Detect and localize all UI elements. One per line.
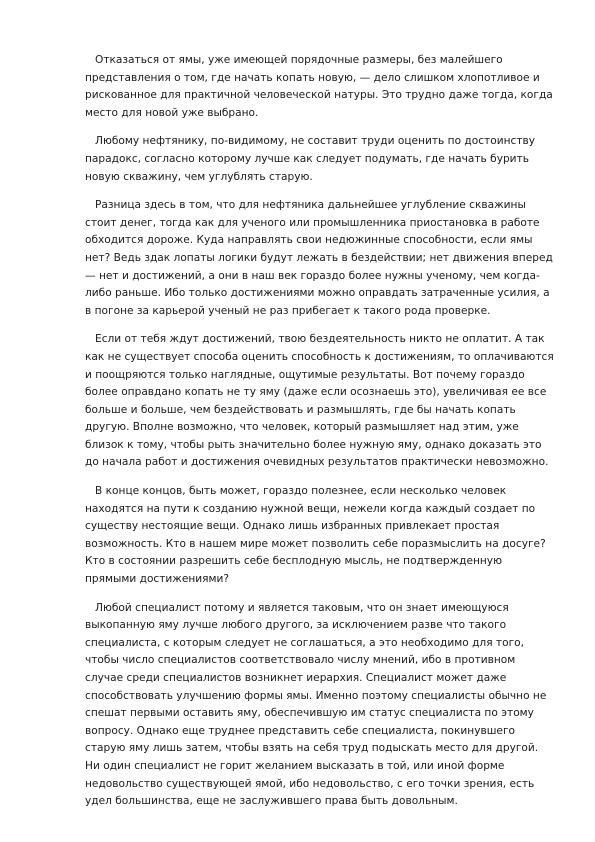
paragraph-4: Если от тебя ждут достижений, твою бездеятельность никто не оплатит. А так как не существует способа оценить способность к достижениям, то оплачиваются и поощряются только наглядные, ощутимые результаты. Вот почему гораздо более оправдано копать не ту яму (даже если осознаешь это), увеличивая ее все больше и больше, чем бездействовать и размышлять, где бы начать копать другую. Вполне возможно, что человек, который размышляет над этим, уже близок к тому, чтобы рыть значительно более нужную яму, однако доказать это до начала работ и достижения очевидных результатов практически невозможно.: [85, 333, 554, 469]
paragraph-2: Любому нефтянику, по-видимому, не составит труди оценить по достоинству парадокс, согласно которому лучше как следует подумать, где начать бурить новую скважину, чем углублять старую.: [85, 135, 536, 183]
paragraph-5: В конце концов, быть может, гораздо полезнее, если несколько человек находятся на пути к созданию нужной вещи, нежели когда каждый создает по существу нестоящие вещи. Однако лишь избранных привлекает простая возможность. Кто в нашем мире может позволить себе поразмыслить на досуге? Кто в состоянии разрешить себе бесплодную мысль, не подтвержденную прямыми достижениями?: [85, 485, 546, 586]
paragraph-1: Отказаться от ямы, уже имеющей порядочные размеры, без малейшего представления о том, где начать копать новую, — дело слишком хлопотливое и рискованное для практичной человеческой натуры. Это трудно даже тогда, когда место для новой уже выбрано.: [85, 54, 553, 119]
paragraph-3: Разница здесь в том, что для нефтяника дальнейшее углубление скважины стоит денег, тогда как для ученого или промышленника приостановка в работе обходится дороже. Куда направлять свои недюжинные способности, если ямы нет? Ведь здак лопаты логики будут лежать в бездействии; нет движения вперед — нет и достижений, а они в наш век гораздо более нужны ученому, чем когда-либо раньше. Ибо только достижениями можно оправдать затраченные усилия, а в погоне за карьерой ученый не раз прибегает к такого рода проверке.: [85, 199, 553, 317]
document-page: [85, 52, 555, 822]
paragraph-6: Любой специалист потому и является таковым, что он знает имеющуюся выкопанную яму лучше любого другого, за исключением разве что такого специалиста, с которым следует не соглашаться, а это необходимо для того, чтобы число специалистов соответствовало числу мнений, ибо в противном случае среди специалистов возникнет иерархия. Специалист может даже способствовать улучшению формы ямы. Именно поэтому специалисты обычно не спешат первыми оставить яму, обеспечившую им статус специалиста по этому вопросу. Однако еще труднее представить себе специалиста, покинувшего старую яму лишь затем, чтобы взять на себя труд подыскать место для другой. Ни один специалист не горит желанием высказать в той, или иной форме недовольство существующей ямой, ибо недовольство, с его точки зрения, есть удел большинства, еще не заслужившего права быть довольным.: [85, 601, 547, 808]
